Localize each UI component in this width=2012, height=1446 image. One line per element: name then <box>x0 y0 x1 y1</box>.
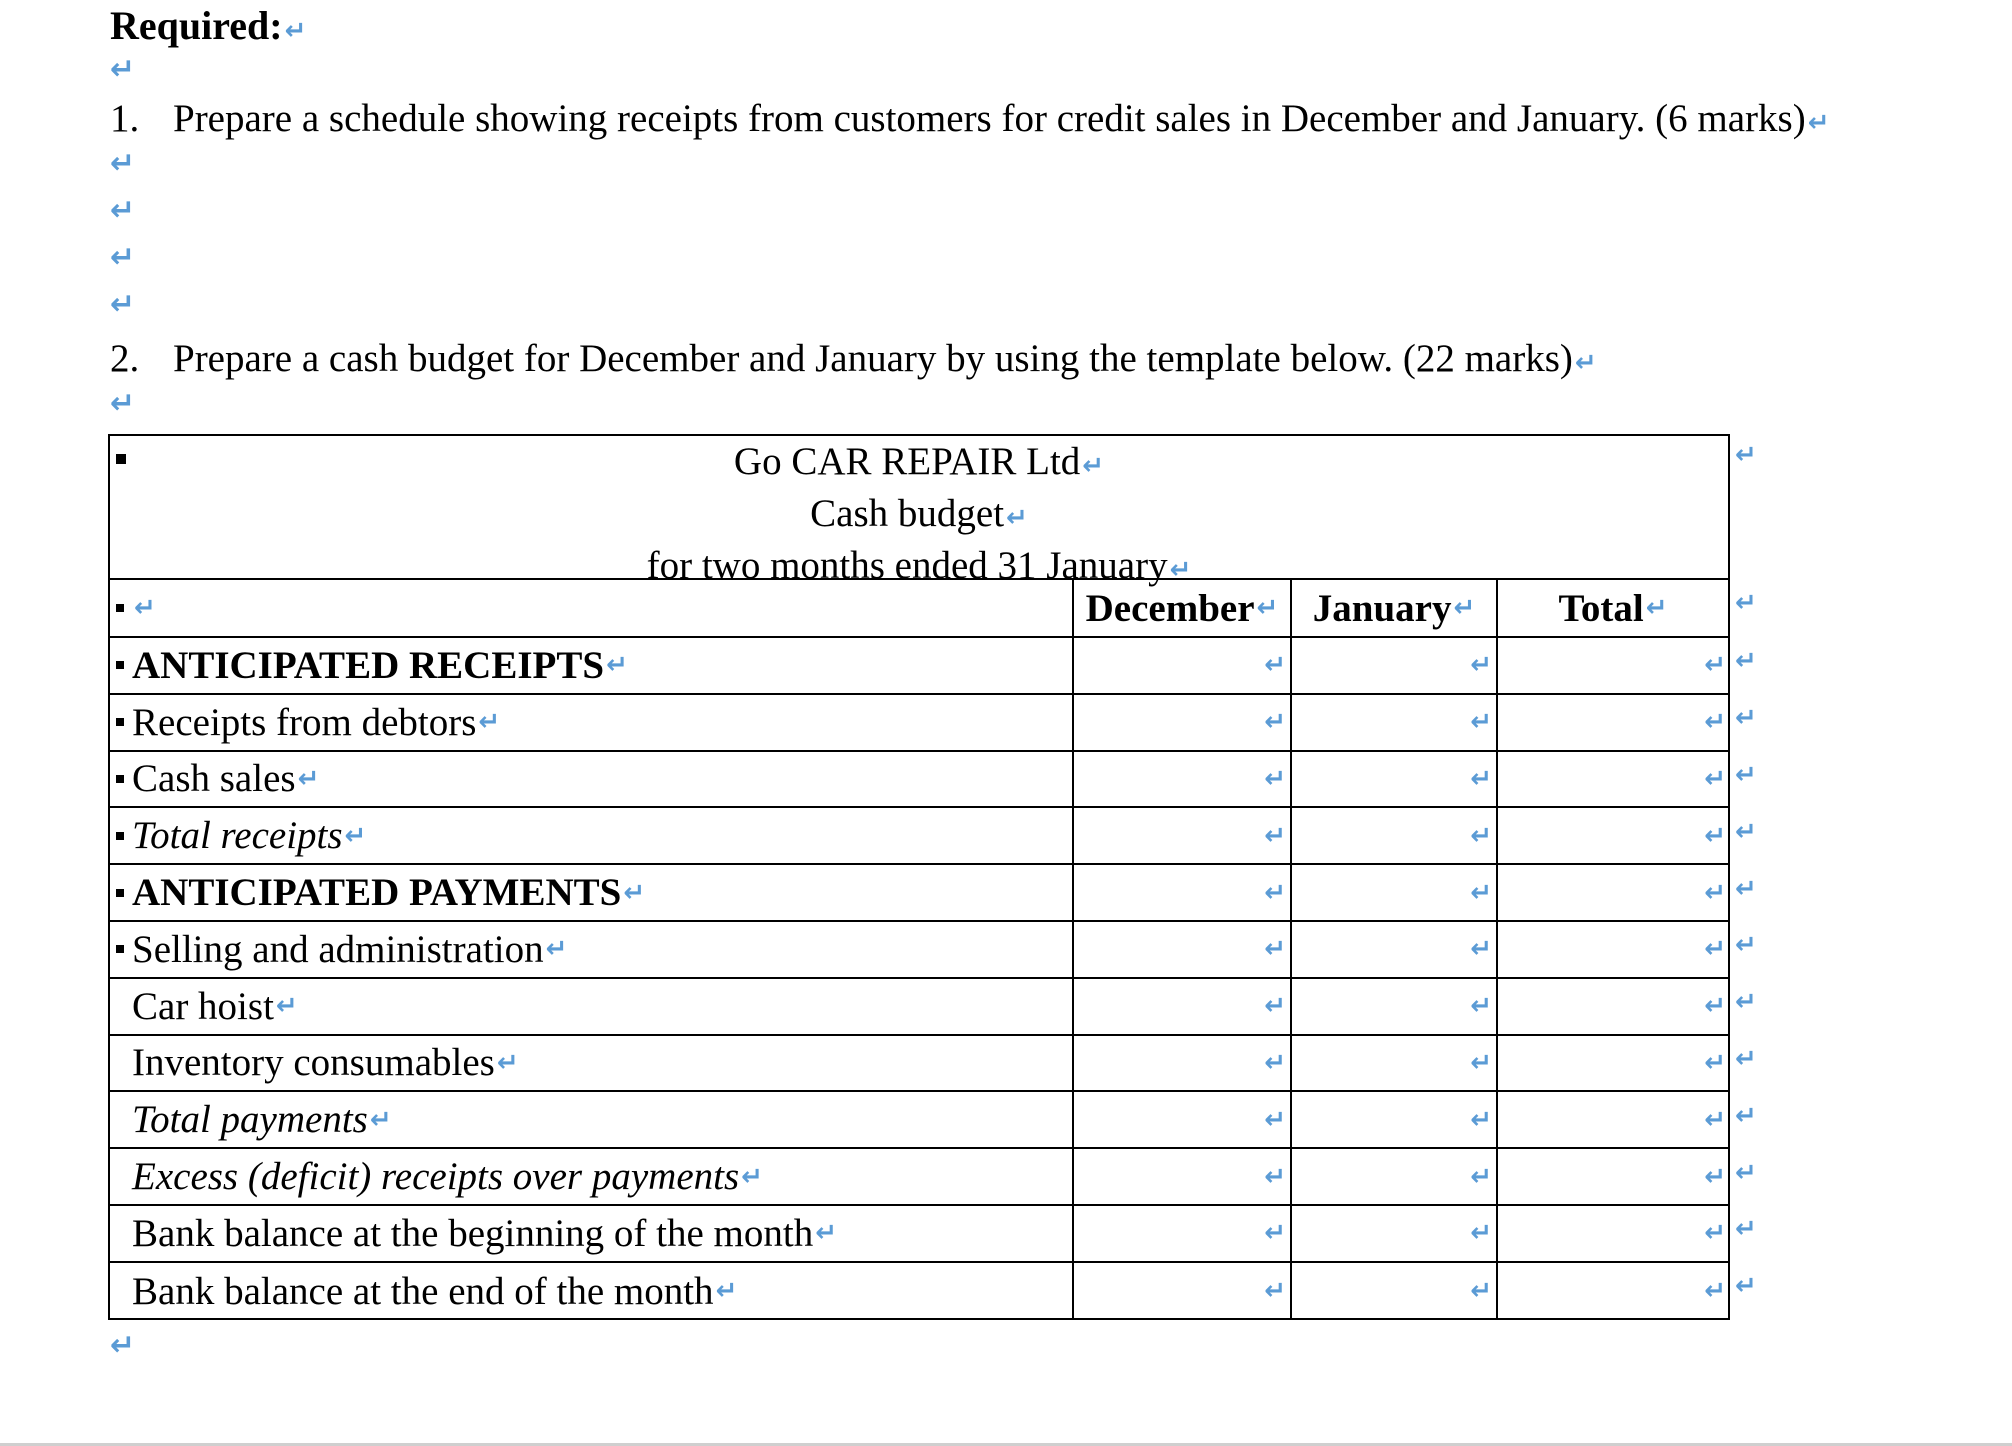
amount-cell-december[interactable] <box>1074 1036 1292 1091</box>
amount-cell-january[interactable] <box>1292 1263 1498 1320</box>
table-header-row <box>110 580 1728 638</box>
cell-end-mark-icon: ↵ <box>496 1047 519 1078</box>
paragraph-mark-icon: ↵ <box>1807 108 1830 138</box>
amount-cell-december[interactable] <box>1074 1263 1292 1320</box>
cell-end-mark-icon: ↵ <box>1264 820 1286 851</box>
row-end-mark-icon: ↵ <box>1735 1271 1757 1302</box>
row-label-cell[interactable] <box>110 752 1074 807</box>
cell-end-mark-icon: ↵ <box>1264 650 1286 681</box>
cell-end-mark-icon: ↵ <box>1704 1161 1726 1192</box>
cell-end-mark-icon: ↵ <box>1704 934 1726 965</box>
row-end-mark-icon: ↵ <box>1735 1214 1757 1245</box>
row-label-cell[interactable] <box>110 979 1074 1034</box>
cell-end-mark-icon: ↵ <box>1264 707 1286 738</box>
row-label-cell[interactable] <box>110 1036 1074 1091</box>
amount-cell-january[interactable] <box>1292 1092 1498 1147</box>
amount-cell-december[interactable] <box>1074 979 1292 1034</box>
cell-end-mark-icon: ↵ <box>1264 763 1286 794</box>
header-label-cell[interactable] <box>110 580 1074 636</box>
cell-end-mark-icon: ↵ <box>1470 1218 1492 1249</box>
row-label: Selling and administration <box>132 927 544 971</box>
table-title-block <box>110 436 1728 587</box>
table-row <box>110 695 1728 752</box>
question-1 <box>110 96 1830 141</box>
cell-end-mark-icon: ↵ <box>134 593 156 623</box>
table-row <box>110 1036 1728 1093</box>
cell-end-mark-icon: ↵ <box>1453 593 1476 623</box>
row-label: ANTICIPATED PAYMENTS <box>132 871 622 915</box>
cell-end-mark-icon: ↵ <box>1169 555 1192 585</box>
required-heading <box>110 2 306 49</box>
cell-end-mark-icon: ↵ <box>1264 1218 1286 1249</box>
required-heading-text: Required: <box>110 3 283 48</box>
row-end-mark-icon: ↵ <box>1735 588 1757 618</box>
cell-end-mark-icon: ↵ <box>1704 1218 1726 1249</box>
row-label: Inventory consumables <box>132 1041 495 1085</box>
bullet-icon <box>116 832 124 840</box>
bullet-icon <box>116 718 124 726</box>
row-end-mark-icon: ↵ <box>1735 987 1757 1018</box>
row-label: Excess (deficit) receipts over payments <box>132 1155 740 1199</box>
amount-cell-total[interactable] <box>1498 865 1728 920</box>
cell-end-mark-icon: ↵ <box>1470 763 1492 794</box>
cell-end-mark-icon: ↵ <box>1645 593 1668 623</box>
row-end-mark-icon: ↵ <box>1735 760 1757 790</box>
row-label-cell[interactable] <box>110 922 1074 977</box>
paragraph-mark-icon: ↵ <box>1082 451 1105 481</box>
table-row <box>110 1092 1728 1149</box>
cell-end-mark-icon: ↵ <box>1704 707 1726 738</box>
cell-end-mark-icon: ↵ <box>1704 877 1726 908</box>
row-label: Receipts from debtors <box>132 700 477 744</box>
row-end-mark-icon: ↵ <box>1735 1157 1757 1188</box>
row-label-cell[interactable] <box>110 695 1074 750</box>
amount-cell-december[interactable] <box>1074 1092 1292 1147</box>
budget-period: for two months ended 31 January↵ <box>646 544 1192 587</box>
cell-end-mark-icon: ↵ <box>1470 991 1492 1022</box>
cell-end-mark-icon: ↵ <box>606 650 628 681</box>
amount-cell-december[interactable] <box>1074 865 1292 920</box>
cell-end-mark-icon: ↵ <box>297 763 320 794</box>
question-1-number: 1. <box>110 97 140 140</box>
bullet-icon <box>116 889 124 897</box>
cell-end-mark-icon: ↵ <box>344 820 367 851</box>
budget-title: Cash budget↵ <box>810 492 1028 535</box>
amount-cell-total[interactable] <box>1498 1092 1728 1147</box>
table-row <box>110 752 1728 809</box>
cell-end-mark-icon: ↵ <box>1264 1161 1286 1192</box>
row-label: Total payments <box>132 1098 368 1142</box>
cell-end-mark-icon: ↵ <box>1264 934 1286 965</box>
paragraph-mark-icon: ↵ <box>110 240 136 275</box>
bullet-icon <box>116 775 124 783</box>
cell-end-mark-icon: ↵ <box>545 934 568 965</box>
column-header-december[interactable]: December ↵ <box>1074 580 1292 636</box>
question-2-text: Prepare a cash budget for December and January by using the template below. (22 marks) <box>173 337 1573 380</box>
row-end-mark-icon: ↵ <box>1735 873 1757 904</box>
paragraph-mark-icon: ↵ <box>110 52 136 87</box>
row-label-cell[interactable] <box>110 1263 1074 1320</box>
row-label: Total receipts <box>132 814 343 858</box>
table-row <box>110 638 1728 695</box>
amount-cell-total[interactable] <box>1498 922 1728 977</box>
bullet-icon <box>116 945 124 953</box>
paragraph-mark-icon: ↵ <box>284 16 307 46</box>
amount-cell-total[interactable] <box>1498 1206 1728 1261</box>
cell-end-mark-icon: ↵ <box>1470 1276 1492 1307</box>
row-end-mark-icon: ↵ <box>1735 1100 1757 1131</box>
cell-end-mark-icon: ↵ <box>741 1161 763 1192</box>
row-label-cell[interactable] <box>110 1206 1074 1261</box>
table-row <box>110 808 1728 865</box>
row-label-cell[interactable] <box>110 865 1074 920</box>
amount-cell-january[interactable] <box>1292 1206 1498 1261</box>
table-row <box>110 1263 1728 1320</box>
column-header-january[interactable]: January ↵ <box>1292 580 1498 636</box>
row-label-cell[interactable] <box>110 808 1074 863</box>
paragraph-mark-icon: ↵ <box>110 193 136 228</box>
paragraph-mark-icon: ↵ <box>110 386 136 421</box>
amount-cell-december[interactable] <box>1074 1206 1292 1261</box>
cell-end-mark-icon: ↵ <box>1264 991 1286 1022</box>
cell-end-mark-icon: ↵ <box>1470 1161 1492 1192</box>
amount-cell-january[interactable] <box>1292 922 1498 977</box>
bullet-icon <box>116 661 124 669</box>
amount-cell-january[interactable] <box>1292 752 1498 807</box>
amount-cell-january[interactable] <box>1292 979 1498 1034</box>
paragraph-mark-icon: ↵ <box>1574 348 1597 378</box>
cell-end-mark-icon: ↵ <box>1264 1104 1286 1135</box>
cell-end-mark-icon: ↵ <box>1470 934 1492 965</box>
cell-end-mark-icon: ↵ <box>815 1218 838 1249</box>
paragraph-mark-icon: ↵ <box>110 146 136 181</box>
row-label-cell[interactable] <box>110 638 1074 693</box>
column-header-total[interactable]: Total ↵ <box>1558 586 1668 630</box>
row-label-cell[interactable] <box>110 1149 1074 1204</box>
cell-end-mark-icon: ↵ <box>1470 650 1492 681</box>
table-row <box>110 922 1728 979</box>
company-name: Go CAR REPAIR Ltd↵ <box>733 440 1105 483</box>
table-row <box>110 865 1728 922</box>
cell-end-mark-icon: ↵ <box>1704 650 1726 681</box>
row-label: Car hoist <box>132 984 274 1028</box>
amount-cell-total[interactable] <box>1498 1263 1728 1320</box>
amount-cell-total[interactable] <box>1498 752 1728 807</box>
amount-cell-december[interactable] <box>1074 752 1292 807</box>
cell-end-mark-icon: ↵ <box>623 877 646 908</box>
row-end-mark-icon: ↵ <box>1735 703 1757 734</box>
amount-cell-total[interactable] <box>1498 1036 1728 1091</box>
bullet-icon <box>116 454 126 464</box>
row-end-mark-icon: ↵ <box>1735 816 1757 847</box>
amount-cell-total[interactable] <box>1498 638 1728 693</box>
paragraph-mark-icon: ↵ <box>110 1328 136 1363</box>
cell-end-mark-icon: ↵ <box>1256 593 1279 623</box>
paragraph-mark-icon: ↵ <box>110 287 136 322</box>
amount-cell-january[interactable] <box>1292 808 1498 863</box>
cell-end-mark-icon: ↵ <box>1704 763 1726 794</box>
amount-cell-total[interactable] <box>1498 808 1728 863</box>
row-label: Bank balance at the beginning of the month <box>132 1211 814 1255</box>
cell-end-mark-icon: ↵ <box>1704 1104 1726 1135</box>
cell-end-mark-icon: ↵ <box>1704 1047 1726 1078</box>
row-label: ANTICIPATED RECEIPTS <box>132 643 605 687</box>
amount-cell-january[interactable] <box>1292 638 1498 693</box>
table-row <box>110 1206 1728 1263</box>
amount-cell-total[interactable] <box>1498 979 1728 1034</box>
amount-cell-december[interactable] <box>1074 695 1292 750</box>
amount-cell-total[interactable] <box>1498 1149 1728 1204</box>
table-row <box>110 979 1728 1036</box>
cell-end-mark-icon: ↵ <box>1704 1276 1726 1307</box>
cell-end-mark-icon: ↵ <box>1470 1047 1492 1078</box>
cell-end-mark-icon: ↵ <box>1264 1276 1286 1307</box>
cell-end-mark-icon: ↵ <box>369 1104 392 1135</box>
cell-end-mark-icon: ↵ <box>1470 820 1492 851</box>
amount-cell-december[interactable] <box>1074 808 1292 863</box>
cell-end-mark-icon: ↵ <box>478 707 501 738</box>
cell-end-mark-icon: ↵ <box>275 991 298 1022</box>
row-end-mark-icon: ↵ <box>1735 1044 1757 1074</box>
cell-end-mark-icon: ↵ <box>1264 1047 1286 1078</box>
row-end-mark-icon: ↵ <box>1735 440 1757 470</box>
amount-cell-january[interactable] <box>1292 1036 1498 1091</box>
row-end-mark-icon: ↵ <box>1735 930 1757 961</box>
amount-cell-january[interactable] <box>1292 1149 1498 1204</box>
cell-end-mark-icon: ↵ <box>715 1276 738 1307</box>
cell-end-mark-icon: ↵ <box>1470 877 1492 908</box>
question-2 <box>110 336 1597 381</box>
row-end-mark-icon: ↵ <box>1735 646 1757 677</box>
question-2-number: 2. <box>110 337 140 380</box>
amount-cell-january[interactable] <box>1292 865 1498 920</box>
amount-cell-december[interactable] <box>1074 1149 1292 1204</box>
cell-end-mark-icon: ↵ <box>1470 1104 1492 1135</box>
cell-end-mark-icon: ↵ <box>1470 707 1492 738</box>
amount-cell-december[interactable] <box>1074 638 1292 693</box>
paragraph-mark-icon: ↵ <box>1006 503 1028 533</box>
cell-end-mark-icon: ↵ <box>1264 877 1286 908</box>
row-label-cell[interactable] <box>110 1092 1074 1147</box>
amount-cell-january[interactable] <box>1292 695 1498 750</box>
table-row <box>110 1149 1728 1206</box>
bullet-icon <box>116 604 124 612</box>
row-label: Cash sales <box>132 757 296 801</box>
amount-cell-total[interactable] <box>1498 695 1728 750</box>
cell-end-mark-icon: ↵ <box>1704 820 1726 851</box>
question-1-text: Prepare a schedule showing receipts from customers for credit sales in December and January. (6 marks) <box>173 97 1806 140</box>
cell-end-mark-icon: ↵ <box>1704 991 1726 1022</box>
row-label: Bank balance at the end of the month <box>132 1269 714 1313</box>
cash-budget-table <box>108 434 1730 1320</box>
amount-cell-december[interactable] <box>1074 922 1292 977</box>
